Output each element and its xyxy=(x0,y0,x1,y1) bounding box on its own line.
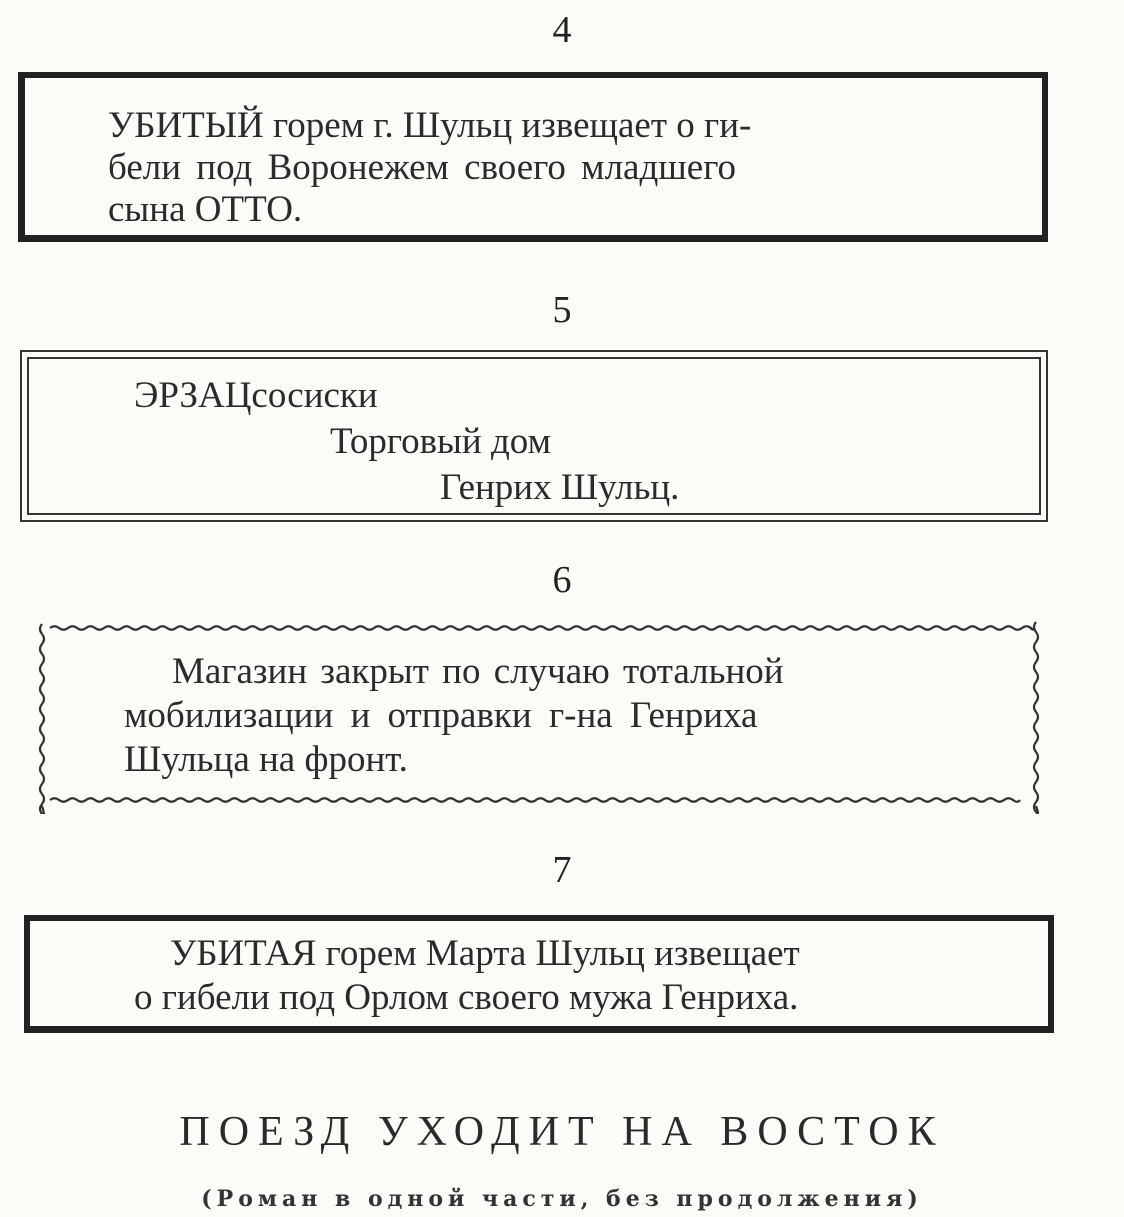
story-subtitle: (Роман в одной части, без продолжения) xyxy=(201,1186,923,1212)
ad-6-line-1: Магазин закрыт по случаю тотальной xyxy=(172,651,784,692)
ad-number-6: 6 xyxy=(552,559,572,601)
ad-4-line-3: сына ОТТО. xyxy=(108,189,303,230)
ad-number-4: 4 xyxy=(552,9,572,51)
ad-7-line-1: УБИТАЯ горем Марта Шульц извещает xyxy=(170,933,800,974)
ad-6-line-2: мобилизации и отправки г-на Генриха xyxy=(124,695,758,736)
story-title: ПОЕЗД УХОДИТ НА ВОСТОК xyxy=(179,1109,945,1155)
ad-4-line-2: бели под Воронежем своего младшего xyxy=(108,147,736,188)
ad-number-5: 5 xyxy=(552,289,572,331)
ad-7-line-2: о гибели под Орлом своего мужа Генриха. xyxy=(134,977,799,1018)
ad-5-line-3: Генрих Шульц. xyxy=(440,467,680,508)
ad-5-line-1: ЭРЗАЦсосиски xyxy=(134,375,378,416)
ad-5-line-2: Торговый дом xyxy=(330,421,551,462)
ad-6-line-3: Шульца на фронт. xyxy=(124,739,408,780)
ad-4-line-1: УБИТЫЙ горем г. Шульц извещает о ги- xyxy=(108,105,752,146)
ad-number-7: 7 xyxy=(552,849,572,891)
